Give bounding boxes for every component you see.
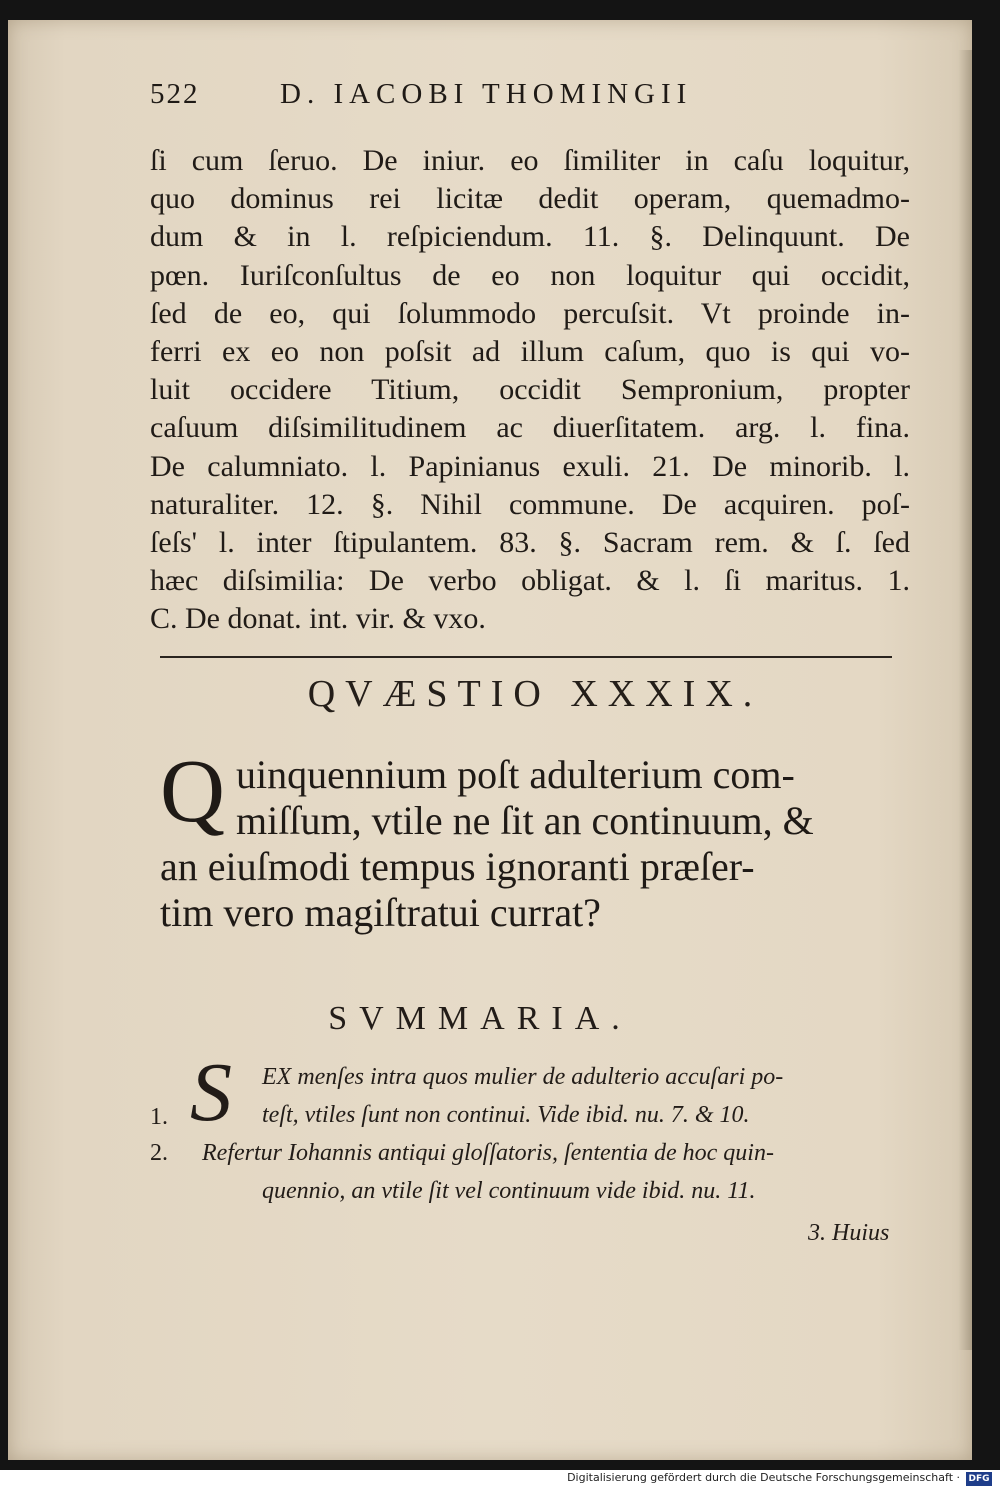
section-heading: QVÆSTIO XXXIX.: [307, 673, 763, 715]
body-paragraph: [150, 142, 910, 638]
question-line: an eiuſmodi tempus ignoranti præſer-: [160, 844, 755, 889]
body-line: ſi cum ſeruo. De iniur. eo ſimiliter in caſu loquitur,: [150, 144, 910, 177]
drop-capital: Q: [160, 742, 225, 841]
body-line: C. De donat. int. vir. & vxo.: [150, 602, 486, 636]
page-number: 522: [150, 78, 200, 110]
dfg-logo[interactable]: DFG: [966, 1472, 992, 1486]
summary-item: [150, 1134, 910, 1210]
body-line: naturaliter. 12. §. Nihil commune. De acquiren. poſ-: [150, 487, 910, 521]
question-line: miſſum, vtile ne ſit an continuum, &: [236, 798, 814, 843]
question-paragraph: [160, 742, 920, 936]
question-line: uinquennium poſt adulterium com-: [236, 752, 795, 797]
summary-item: [150, 1046, 910, 1139]
body-line: ferri ex eo non poſsit ad illum caſum, quo is qui vo-: [150, 334, 910, 368]
question-line: tim vero magiſtratui currat?: [160, 890, 601, 935]
body-line: caſuum diſsimilitudinem ac diuerſitatem. arg. l. fina.: [150, 411, 910, 445]
body-line: hæc diſsimilia: De verbo obligat. & l. ſi maritus. 1.: [150, 564, 910, 598]
section-rule: [160, 656, 892, 658]
summary-line: EX menſes intra quos mulier de adulterio accuſari po-: [262, 1064, 784, 1090]
catchword: 3. Huius: [808, 1220, 890, 1246]
body-line: pœn. Iuriſconſultus de eo non loquitur qui occidit,: [150, 258, 910, 292]
body-line: quo dominus rei licitæ dedit operam, quemadmo-: [150, 182, 910, 216]
body-line: ſeſs' l. inter ſtipulantem. 83. §. Sacram rem. & ſ. ſed: [150, 525, 910, 559]
body-line: De calumniato. l. Papinianus exuli. 21. De minorib. l.: [150, 449, 910, 483]
summary-line: Refertur Iohannis antiqui gloſſatoris, ſententia de hoc quin-: [202, 1140, 774, 1166]
running-header: [150, 78, 810, 128]
footer-bar: [0, 1470, 1000, 1489]
body-line: luit occidere Titium, occidit Sempronium, propter: [150, 373, 910, 407]
summaria-list: [150, 1046, 910, 1210]
summary-line: teſt, vtiles ſunt non continui. Vide ibid. nu. 7. & 10.: [262, 1102, 750, 1128]
summaria-heading: SVMMARIA.: [328, 1000, 632, 1037]
running-title: D. IACOBI THOMINGII: [280, 78, 693, 110]
funding-note: Digitalisierung gefördert durch die Deutsche Forschungsgemeinschaft ·: [567, 1471, 960, 1484]
summary-number: 2.: [150, 1140, 168, 1166]
summary-number: 1.: [150, 1104, 168, 1130]
body-line: dum & in l. reſpiciendum. 11. §. Delinquunt. De: [150, 220, 910, 254]
body-line: ſed de eo, qui ſolummodo percuſsit. Vt proinde in-: [150, 296, 910, 330]
summary-line: quennio, an vtile ſit vel continuum vide ibid. nu. 11.: [262, 1178, 756, 1204]
drop-capital: S: [190, 1046, 232, 1139]
page-edge-shadow: [958, 50, 972, 1350]
